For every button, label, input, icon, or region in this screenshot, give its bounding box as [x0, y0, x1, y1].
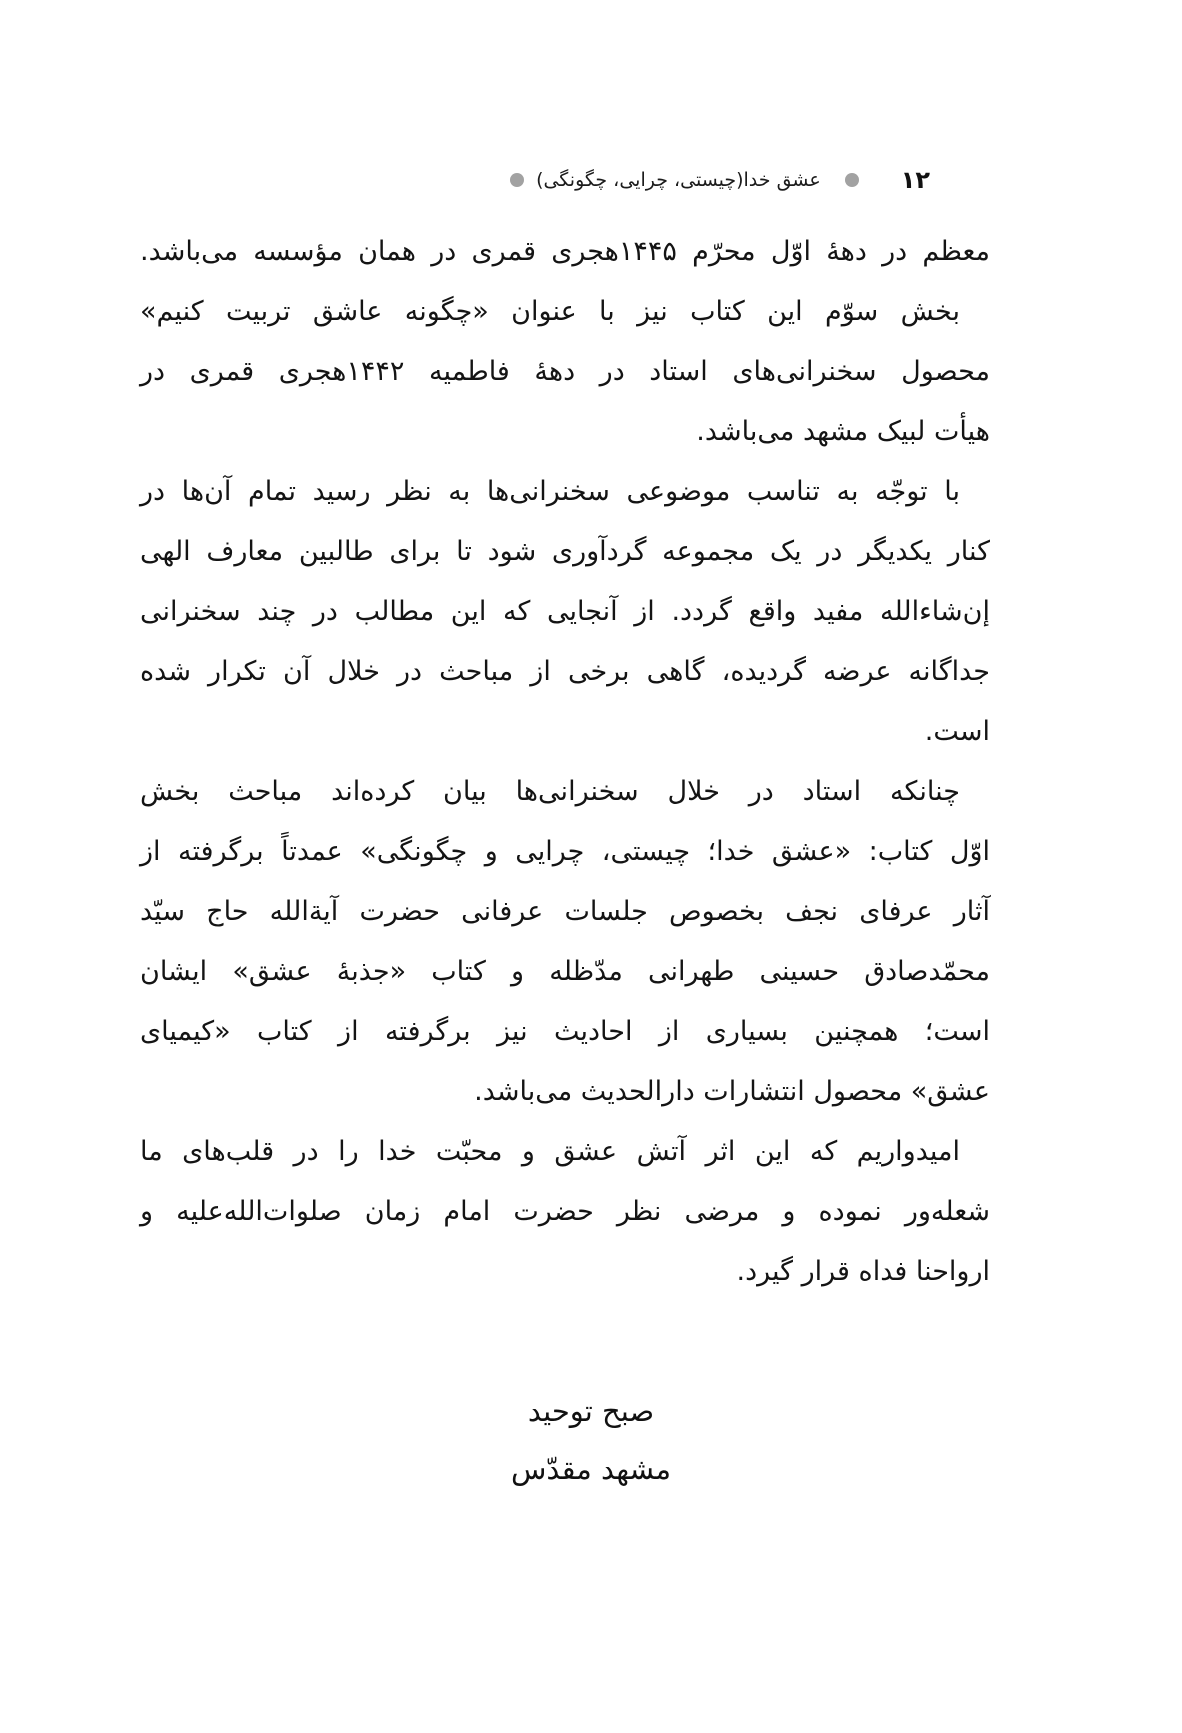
body-line: است. — [924, 716, 990, 747]
body-line: إن‌شاءالله مفید واقع گردد. از آنجایی که این مطالب در چند سخنرانی — [140, 596, 990, 627]
body-line: هیأت لبیک مشهد می‌باشد. — [696, 416, 990, 447]
page-number: ۱۲ — [900, 166, 930, 194]
signature-city: مشهد مقدّس — [510, 1452, 672, 1486]
running-head-title: عشق خدا(چیستی، چرایی، چگونگی) — [536, 169, 821, 191]
body-line: شعله‌ور نموده و مرضی نظر حضرت امام زمان صلوات‌الله‌علیه و — [140, 1196, 990, 1227]
header-bullet-left-icon — [510, 173, 524, 187]
body-line: جداگانه عرضه گردیده، گاهی برخی از مباحث در خلال آن تکرار شده — [140, 656, 990, 687]
signature-block — [0, 1382, 1182, 1498]
header-bullet-right-icon — [845, 173, 859, 187]
body-line: محصول سخنرانی‌های استاد در دهۀ فاطمیه ۱۴۴۲هجری قمری در — [140, 356, 990, 387]
body-line: با توجّه به تناسب موضوعی سخنرانی‌ها به نظر رسید تمام آن‌ها در — [140, 476, 960, 507]
page-header — [510, 163, 930, 197]
body-line: بخش سوّم این کتاب نیز با عنوان «چگونه عاشق تربیت کنیم» — [140, 296, 960, 327]
body-line: کنار یکدیگر در یک مجموعه گردآوری شود تا برای طالبین معارف الهی — [140, 536, 990, 567]
body-line: است؛ همچنین بسیاری از احادیث نیز برگرفته از کتاب «کیمیای — [140, 1016, 990, 1047]
body-line: ارواحنا فداه قرار گیرد. — [736, 1256, 990, 1287]
body-text-block — [140, 222, 990, 1302]
signature-publisher: صبح توحید — [527, 1394, 655, 1428]
body-line: چنانکه استاد در خلال سخنرانی‌ها بیان کرده‌اند مباحث بخش — [140, 776, 960, 807]
body-line: آثار عرفای نجف بخصوص جلسات عرفانی حضرت آیةالله حاج سیّد — [140, 896, 990, 927]
body-line: معظم در دهۀ اوّل محرّم ۱۴۴۵هجری قمری در همان مؤسسه می‌باشد. — [140, 236, 990, 267]
body-line: محمّدصادق حسینی طهرانی مدّظله و کتاب «جذبۀ عشق» ایشان — [140, 956, 990, 987]
body-line: اوّل کتاب: «عشق خدا؛ چیستی، چرایی و چگونگی» عمدتاً برگرفته از — [140, 836, 990, 867]
body-line: امیدواریم که این اثر آتش عشق و محبّت خدا را در قلب‌های ما — [140, 1136, 960, 1167]
body-line: عشق» محصول انتشارات دارالحدیث می‌باشد. — [474, 1076, 990, 1107]
